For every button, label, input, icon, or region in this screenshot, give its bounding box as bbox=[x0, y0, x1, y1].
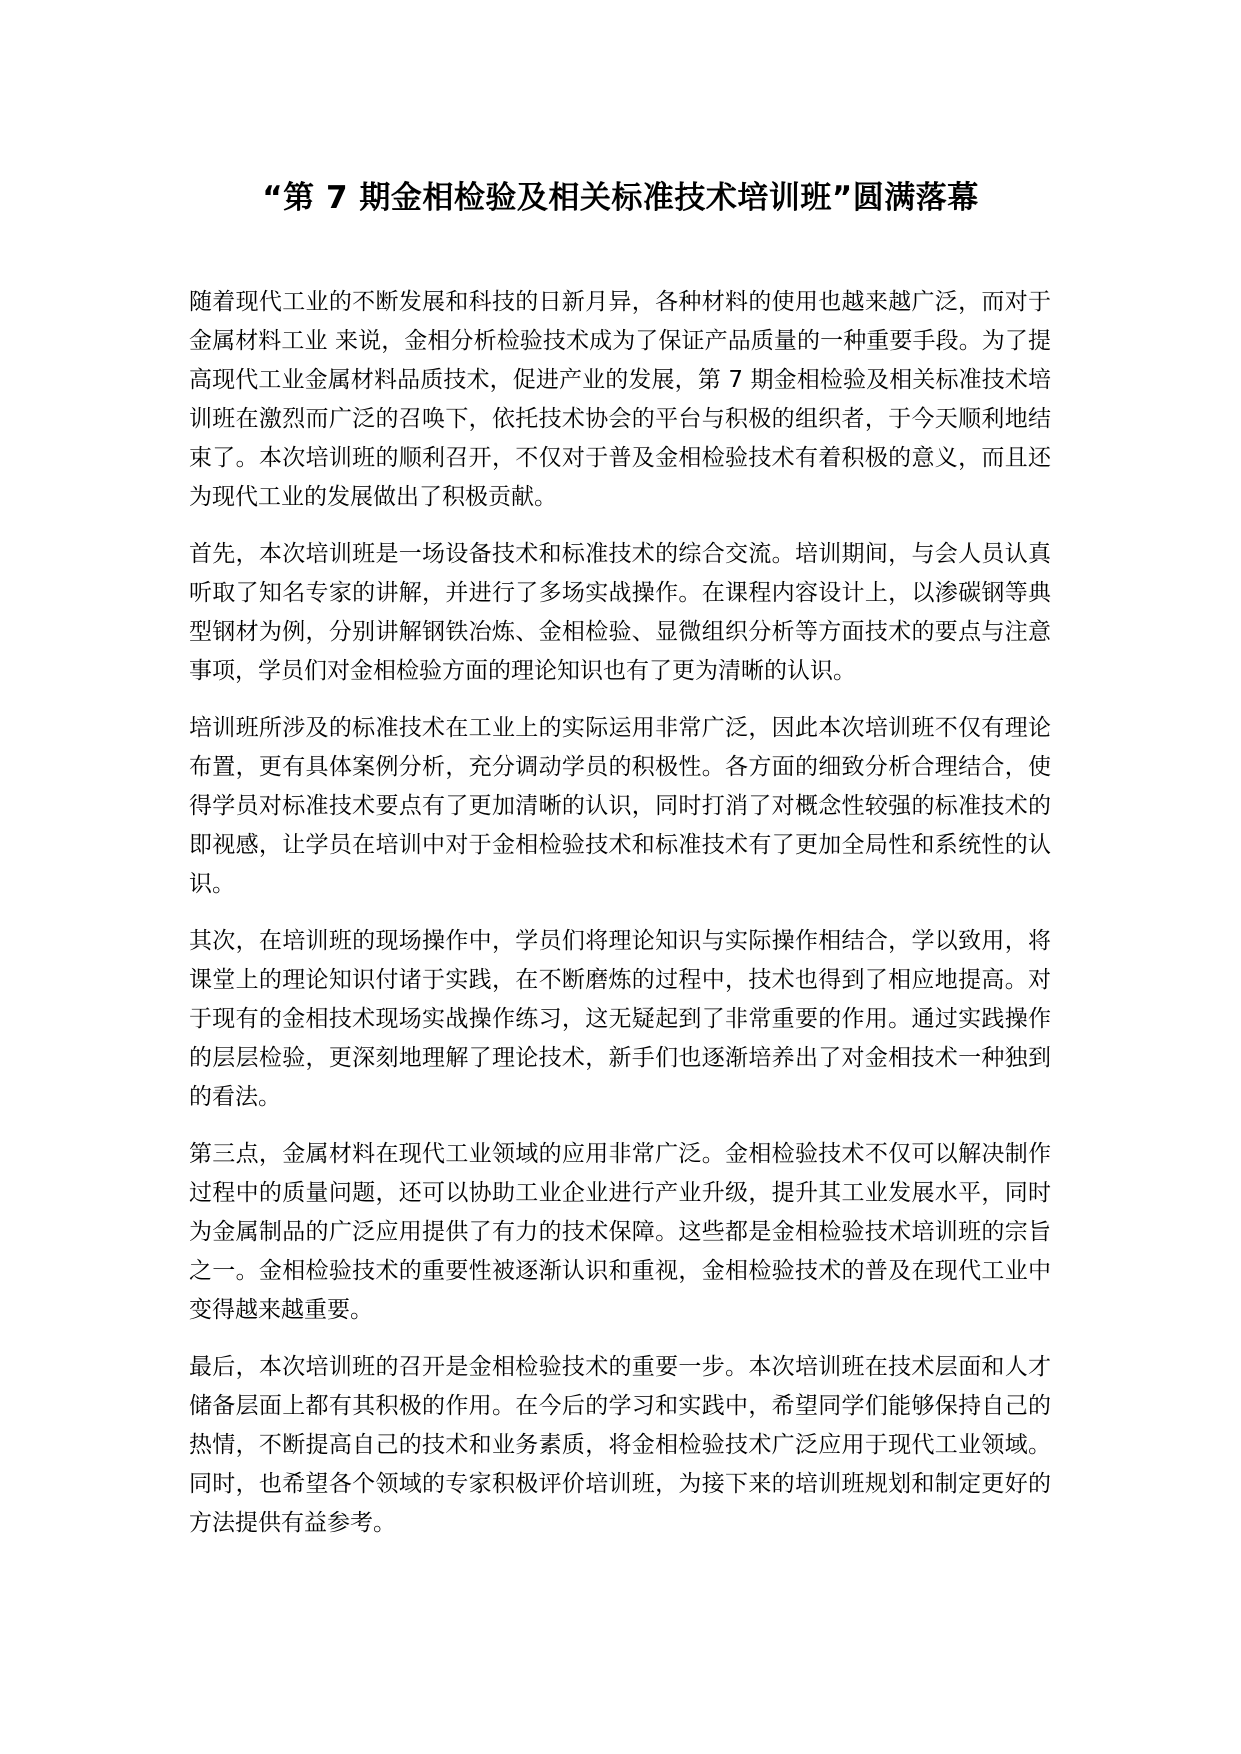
paragraph-last: 最后，本次培训班的召开是金相检验技术的重要一步。本次培训班在技术层面和人才储备层面上都有其积极的作用。在今后的学习和实践中，希望同学们能够保持自己的热情，不断提高自己的技术和业务素质，将金相检验技术广泛应用于现代工业领域。同时，也希望各个领域的专家积极评价培训班，为接下来的培训班规划和制定更好的方法提供有益参考。 bbox=[189, 1354, 1051, 1536]
document-body bbox=[189, 283, 1051, 1561]
paragraph-second: 其次，在培训班的现场操作中，学员们将理论知识与实际操作相结合，学以致用，将课堂上的理论知识付诸于实践，在不断磨炼的过程中，技术也得到了相应地提高。对于现有的金相技术现场实战操作练习，这无疑起到了非常重要的作用。通过实践操作的层层检验，更深刻地理解了理论技术，新手们也逐渐培养出了对金相技术一种独到的看法。 bbox=[189, 928, 1051, 1110]
paragraph-first: 首先，本次培训班是一场设备技术和标准技术的综合交流。培训期间，与会人员认真听取了知名专家的讲解，并进行了多场实战操作。在课程内容设计上，以渗碳钢等典型钢材为例，分别讲解钢铁冶炼、金相检验、显微组织分析等方面技术的要点与注意事项，学员们对金相检验方面的理论知识也有了更为清晰的认识。 bbox=[189, 541, 1051, 684]
paragraph-standards: 培训班所涉及的标准技术在工业上的实际运用非常广泛，因此本次培训班不仅有理论布置，更有具体案例分析，充分调动学员的积极性。各方面的细致分析合理结合，使得学员对标准技术要点有了更加清晰的认识，同时打消了对概念性较强的标准技术的即视感，让学员在培训中对于金相检验技术和标准技术有了更加全局性和系统性的认识。 bbox=[189, 715, 1051, 897]
paragraph-third: 第三点，金属材料在现代工业领域的应用非常广泛。金相检验技术不仅可以解决制作过程中的质量问题，还可以协助工业企业进行产业升级，提升其工业发展水平，同时为金属制品的广泛应用提供了有力的技术保障。这些都是金相检验技术培训班的宗旨之一。金相检验技术的重要性被逐渐认识和重视，金相检验技术的普及在现代工业中变得越来越重要。 bbox=[189, 1141, 1051, 1323]
document-title: “第 7 期金相检验及相关标准技术培训班”圆满落幕 bbox=[262, 180, 979, 216]
paragraph-intro: 随着现代工业的不断发展和科技的日新月异，各种材料的使用也越来越广泛，而对于金属材料工业 来说，金相分析检验技术成为了保证产品质量的一种重要手段。为了提高现代工业金属材料品质技术，促进产业的发展，第 7 期金相检验及相关标准技术培训班在激烈而广泛的召唤下，依托技术协会的平台与积极的组织者，于今天顺利地结束了。本次培训班的顺利召开，不仅对于普及金相检验技术有着积极的意义，而且还为现代工业的发展做出了积极贡献。 bbox=[189, 289, 1051, 510]
